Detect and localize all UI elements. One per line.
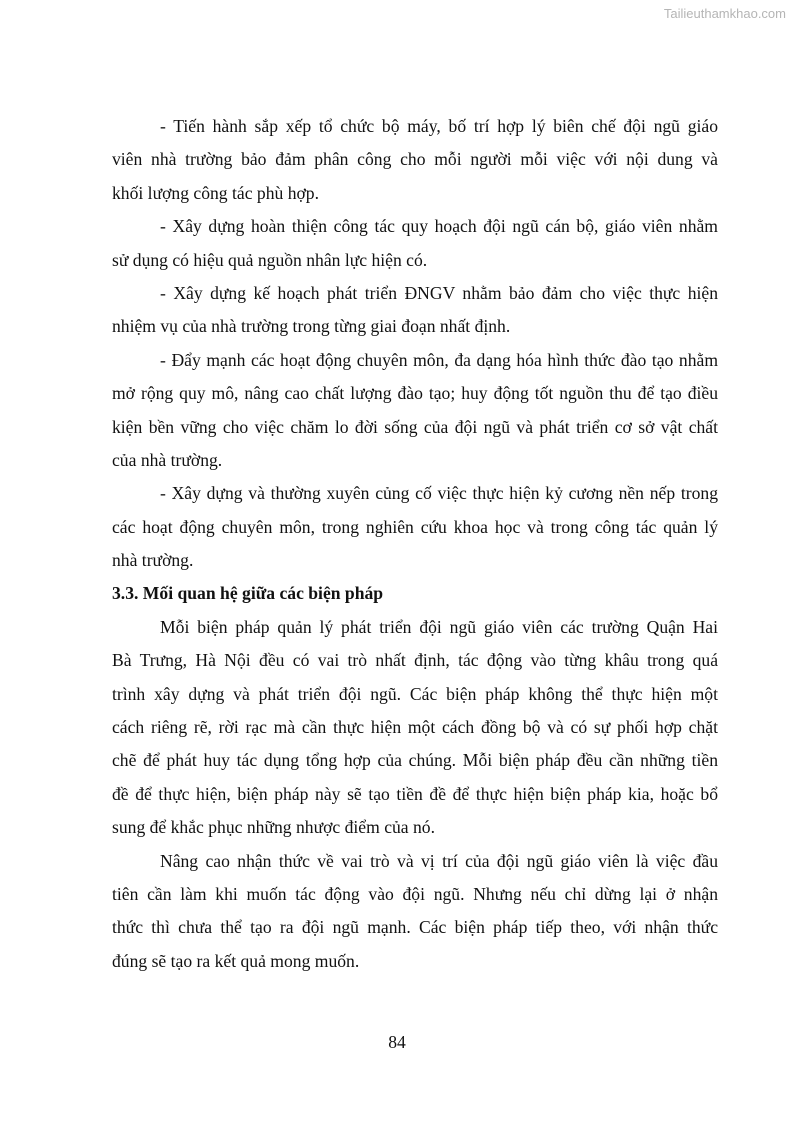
text-line: kiện bền vững cho việc chăm lo đời sống của đội ngũ và phát triển cơ sở vật chất xyxy=(112,416,718,437)
text-line: Nâng cao nhận thức về vai trò và vị trí của đội ngũ giáo viên là việc đầu xyxy=(160,850,718,871)
paragraph xyxy=(112,477,718,577)
paragraph xyxy=(112,344,718,478)
text-line: khối lượng công tác phù hợp. xyxy=(112,182,319,203)
text-line: nhà trường. xyxy=(112,550,194,571)
document-body xyxy=(112,110,718,978)
paragraph xyxy=(112,110,718,210)
paragraph xyxy=(112,611,718,845)
text-line: cách riêng rẽ, rời rạc mà cần thực hiện một cách đồng bộ và có sự phối hợp chặt xyxy=(112,717,718,738)
text-line: viên nhà trường bảo đảm phân công cho mỗi người mỗi việc với nội dung và xyxy=(112,149,718,170)
text-line: đúng sẽ tạo ra kết quả mong muốn. xyxy=(112,950,360,971)
text-line: - Tiến hành sắp xếp tổ chức bộ máy, bố trí hợp lý biên chế đội ngũ giáo xyxy=(160,116,718,136)
text-line: - Xây dựng hoàn thiện công tác quy hoạch đội ngũ cán bộ, giáo viên nhằm xyxy=(160,216,718,237)
text-line: Bà Trưng, Hà Nội đều có vai trò nhất định, tác động vào từng khâu trong quá xyxy=(112,650,718,671)
text-line: đề để thực hiện, biện pháp này sẽ tạo tiền đề để thực hiện biện pháp kia, hoặc bổ xyxy=(112,783,718,804)
paragraph xyxy=(112,210,718,277)
paragraph xyxy=(112,845,718,979)
text-line: sung để khắc phục những nhược điểm của nó. xyxy=(112,817,435,838)
page-number: 84 xyxy=(388,1032,406,1052)
section-heading xyxy=(112,577,718,610)
text-line: thức thì chưa thể tạo ra đội ngũ mạnh. Các biện pháp tiếp theo, với nhận thức xyxy=(112,917,718,938)
text-line: Mỗi biện pháp quản lý phát triển đội ngũ giáo viên các trường Quận Hai xyxy=(160,616,718,637)
heading-text: 3.3. Mối quan hệ giữa các biện pháp xyxy=(112,583,384,604)
paragraph xyxy=(112,277,718,344)
text-line: nhiệm vụ của nhà trường trong từng giai đoạn nhất định. xyxy=(112,316,511,337)
text-line: các hoạt động chuyên môn, trong nghiên cứu khoa học và trong công tác quản lý xyxy=(112,516,718,537)
text-line: - Xây dựng và thường xuyên củng cố việc thực hiện kỷ cương nền nếp trong xyxy=(160,483,718,504)
text-line: sử dụng có hiệu quả nguồn nhân lực hiện có. xyxy=(112,249,428,270)
text-line: mở rộng quy mô, nâng cao chất lượng đào tạo; huy động tốt nguồn thu để tạo điều xyxy=(112,383,718,404)
watermark: Tailieuthamkhao.com xyxy=(663,6,786,21)
text-line: - Xây dựng kế hoạch phát triển ĐNGV nhằm bảo đảm cho việc thực hiện xyxy=(160,282,718,303)
text-line: - Đẩy mạnh các hoạt động chuyên môn, đa dạng hóa hình thức đào tạo nhằm xyxy=(160,349,718,370)
text-line: chẽ để phát huy tác dụng tổng hợp của chúng. Mỗi biện pháp đều cần những tiền xyxy=(112,750,718,771)
text-line: tiên cần làm khi muốn tác động vào đội ngũ. Nhưng nếu chỉ dừng lại ở nhận xyxy=(112,883,718,904)
text-line: của nhà trường. xyxy=(112,449,223,470)
text-line: trình xây dựng và phát triển đội ngũ. Các biện pháp không thể thực hiện một xyxy=(112,683,718,704)
